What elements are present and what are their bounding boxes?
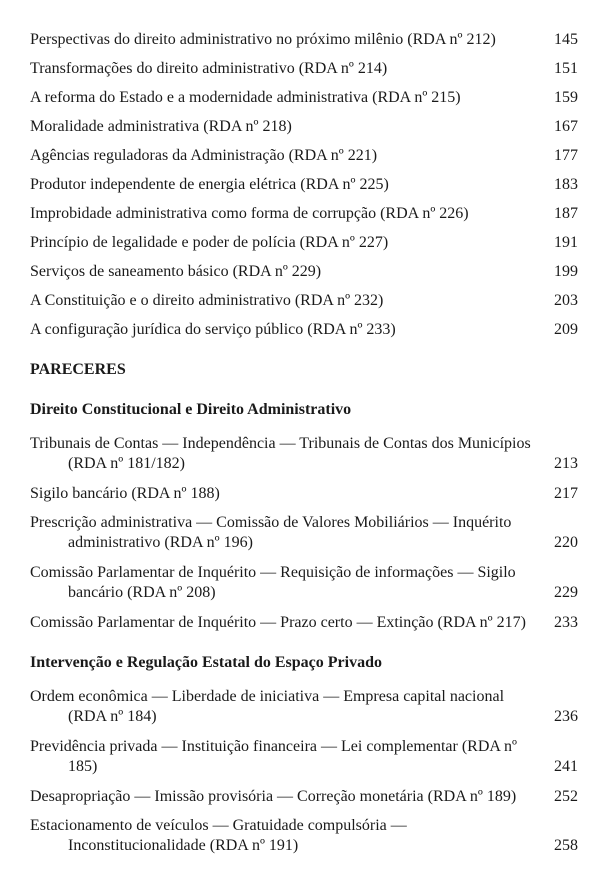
toc-entry-title: Desapropriação — Imissão provisória — Correção monetária (RDA nº 189) <box>30 788 517 805</box>
toc-entry <box>30 291 578 311</box>
toc-entry-title: Sigilo bancário (RDA nº 188) <box>30 485 220 502</box>
toc-entry-page: 199 <box>554 263 578 280</box>
section-entries <box>30 687 578 856</box>
toc-entry <box>30 613 578 633</box>
table-of-contents <box>30 30 578 870</box>
toc-entry <box>30 320 578 340</box>
toc-entry <box>30 513 578 553</box>
toc-entry-title: Comissão Parlamentar de Inquérito — Requisição de informações — Sigilo bancário (RDA nº 208) <box>30 564 516 601</box>
toc-entry-page: 191 <box>554 234 578 251</box>
toc-entry-title: Moralidade administrativa (RDA nº 218) <box>30 118 292 135</box>
toc-entry <box>30 30 578 50</box>
toc-entry-title: Previdência privada — Instituição financeira — Lei complementar (RDA nº 185) <box>30 738 518 775</box>
toc-entry-page: 229 <box>554 584 578 601</box>
toc-entry-title: Transformações do direito administrativo (RDA nº 214) <box>30 60 388 77</box>
toc-entry-page: 203 <box>554 292 578 309</box>
toc-entry-page: 159 <box>554 89 578 106</box>
toc-entry <box>30 816 578 856</box>
articles-list <box>30 30 578 340</box>
toc-entry <box>30 117 578 137</box>
toc-entry-page: 252 <box>554 788 578 805</box>
toc-entry <box>30 175 578 195</box>
toc-entry-page: 220 <box>554 534 578 551</box>
toc-entry-title: Prescrição administrativa — Comissão de Valores Mobiliários — Inquérito administrativo (RDA nº 196) <box>30 514 512 551</box>
toc-entry <box>30 434 578 474</box>
toc-entry-title: A configuração jurídica do serviço público (RDA nº 233) <box>30 321 396 338</box>
toc-entry-page: 217 <box>554 485 578 502</box>
toc-entry <box>30 737 578 777</box>
toc-entry-title: Perspectivas do direito administrativo no próximo milênio (RDA nº 212) <box>30 31 496 48</box>
toc-entry <box>30 204 578 224</box>
toc-entry <box>30 687 578 727</box>
section-entries <box>30 434 578 633</box>
toc-entry-title: Tribunais de Contas — Independência — Tribunais de Contas dos Municípios (RDA nº 181/182) <box>30 435 531 472</box>
toc-entry-page: 187 <box>554 205 578 222</box>
toc-entry-page: 233 <box>554 614 578 631</box>
toc-entry <box>30 88 578 108</box>
toc-entry-title: Improbidade administrativa como forma de corrupção (RDA nº 226) <box>30 205 469 222</box>
toc-entry-title: A reforma do Estado e a modernidade administrativa (RDA nº 215) <box>30 89 461 106</box>
toc-entry <box>30 233 578 253</box>
toc-entry-page: 177 <box>554 147 578 164</box>
toc-entry-title: Princípio de legalidade e poder de polícia (RDA nº 227) <box>30 234 389 251</box>
toc-entry-title: Comissão Parlamentar de Inquérito — Prazo certo — Extinção (RDA nº 217) <box>30 614 526 631</box>
toc-entry <box>30 563 578 603</box>
toc-entry-title: Serviços de saneamento básico (RDA nº 229) <box>30 263 322 280</box>
toc-entry-page: 241 <box>554 758 578 775</box>
toc-entry-title: Estacionamento de veículos — Gratuidade compulsória — Inconstitucionalidade (RDA nº 191) <box>30 817 407 854</box>
pareceres-heading: PARECERES <box>30 361 126 378</box>
toc-entry <box>30 262 578 282</box>
toc-entry-page: 145 <box>554 31 578 48</box>
toc-entry-page: 209 <box>554 321 578 338</box>
toc-entry-page: 183 <box>554 176 578 193</box>
toc-entry-page: 167 <box>554 118 578 135</box>
toc-entry <box>30 59 578 79</box>
toc-entry-page: 258 <box>554 837 578 854</box>
toc-entry-page: 236 <box>554 708 578 725</box>
toc-entry <box>30 787 578 807</box>
toc-entry <box>30 484 578 504</box>
toc-entry-title: A Constituição e o direito administrativo (RDA nº 232) <box>30 292 384 309</box>
toc-entry-title: Ordem econômica — Liberdade de iniciativa — Empresa capital nacional (RDA nº 184) <box>30 688 505 725</box>
section-heading: Direito Constitucional e Direito Administrativo <box>30 401 352 418</box>
section-heading: Intervenção e Regulação Estatal do Espaço Privado <box>30 654 382 671</box>
toc-entry-page: 213 <box>554 455 578 472</box>
toc-entry-title: Agências reguladoras da Administração (RDA nº 221) <box>30 147 378 164</box>
toc-entry <box>30 146 578 166</box>
toc-entry-title: Produtor independente de energia elétrica (RDA nº 225) <box>30 176 389 193</box>
toc-entry-page: 151 <box>554 60 578 77</box>
